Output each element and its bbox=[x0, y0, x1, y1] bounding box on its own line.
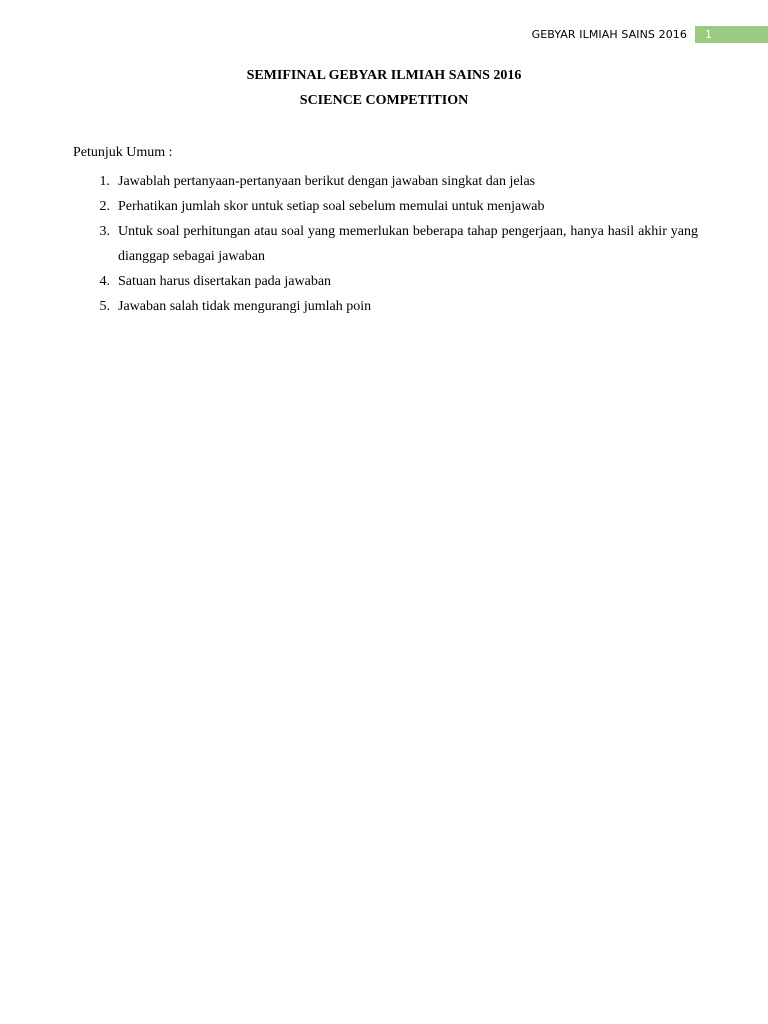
list-item bbox=[73, 219, 698, 269]
header-title: GEBYAR ILMIAH SAINS 2016 bbox=[531, 27, 687, 41]
list-item bbox=[73, 294, 698, 319]
general-instructions bbox=[73, 144, 698, 319]
section-label: Petunjuk Umum : bbox=[73, 145, 173, 160]
list-item-number: 2. bbox=[99, 199, 110, 214]
list-item bbox=[73, 269, 698, 294]
list-item-number: 4. bbox=[99, 274, 110, 289]
list-item-text: Jawaban salah tidak mengurangi jumlah poin bbox=[118, 299, 372, 314]
page-header bbox=[532, 25, 768, 43]
document-titles bbox=[0, 66, 768, 116]
list-item-text: Perhatikan jumlah skor untuk setiap soal sebelum memulai untuk menjawab bbox=[118, 199, 545, 214]
list-item-number: 3. bbox=[99, 224, 110, 239]
list-item bbox=[73, 194, 698, 219]
list-item-text: Satuan harus disertakan pada jawaban bbox=[118, 274, 332, 289]
document-title: SEMIFINAL GEBYAR ILMIAH SAINS 2016 bbox=[246, 68, 522, 83]
list-item-number: 1. bbox=[99, 174, 110, 189]
list-item-number: 5. bbox=[99, 299, 110, 314]
list-item bbox=[73, 169, 698, 194]
document-subtitle: SCIENCE COMPETITION bbox=[299, 93, 469, 108]
list-item-text: Jawablah pertanyaan-pertanyaan berikut dengan jawaban singkat dan jelas bbox=[118, 174, 536, 189]
page-number-badge: 1 bbox=[695, 26, 768, 43]
list-item-text: Untuk soal perhitungan atau soal yang memerlukan beberapa tahap pengerjaan, hanya hasil akhir yang dianggap sebagai jawaban bbox=[118, 224, 698, 264]
instruction-list bbox=[73, 169, 698, 319]
